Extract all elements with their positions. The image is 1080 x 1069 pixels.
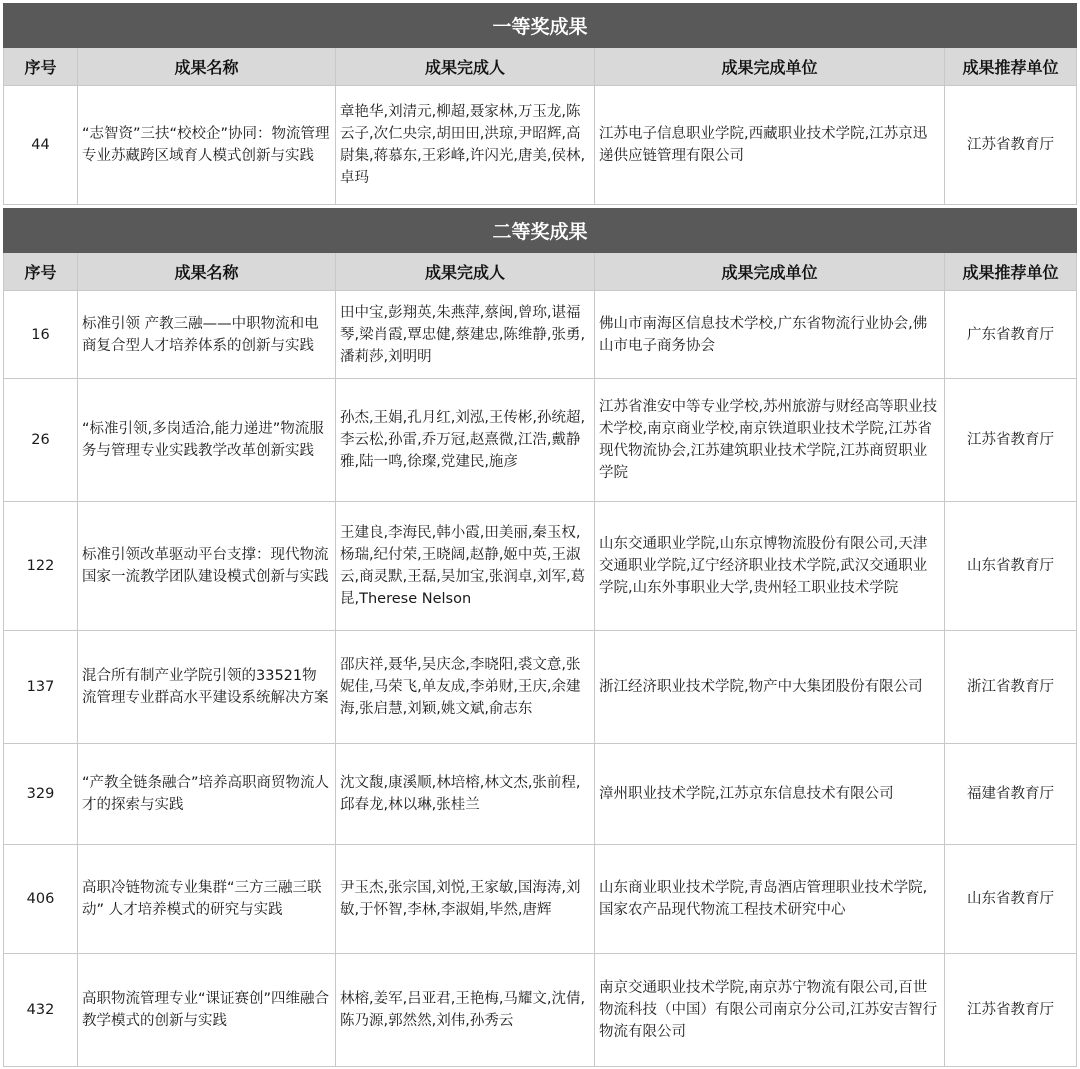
row-recommender: 浙江省教育厅 bbox=[945, 631, 1077, 744]
column-header-row bbox=[4, 253, 1077, 291]
table-row bbox=[4, 86, 1077, 205]
table-row bbox=[4, 744, 1077, 845]
row-no: 432 bbox=[4, 954, 78, 1067]
row-people: 尹玉杰,张宗国,刘悦,王家敏,国海涛,刘敏,于怀智,李林,李淑娟,毕然,唐辉 bbox=[336, 845, 595, 954]
row-people: 章艳华,刘清元,柳超,聂家林,万玉龙,陈云子,次仁央宗,胡田田,洪琼,尹昭辉,高尉集,蒋慕东,王彩峰,许闪光,唐美,侯林,卓玛 bbox=[336, 86, 595, 205]
table-row bbox=[4, 502, 1077, 631]
col-header-people: 成果完成人 bbox=[336, 48, 595, 86]
row-unit: 山东交通职业学院,山东京博物流股份有限公司,天津交通职业学院,辽宁经济职业技术学院,武汉交通职业学院,山东外事职业大学,贵州轻工职业技术学院 bbox=[595, 502, 945, 631]
row-unit: 漳州职业技术学院,江苏京东信息技术有限公司 bbox=[595, 744, 945, 845]
row-people: 林榕,姜军,吕亚君,王艳梅,马耀文,沈倩,陈乃源,郭然然,刘伟,孙秀云 bbox=[336, 954, 595, 1067]
col-header-recommender: 成果推荐单位 bbox=[945, 48, 1077, 86]
awards-table-container bbox=[3, 3, 1076, 1067]
row-no: 329 bbox=[4, 744, 78, 845]
row-unit: 江苏电子信息职业学院,西藏职业技术学院,江苏京迅递供应链管理有限公司 bbox=[595, 86, 945, 205]
col-header-name: 成果名称 bbox=[78, 253, 336, 291]
row-name: “志智资”三扶“校校企”协同：物流管理专业苏藏跨区域育人模式创新与实践 bbox=[78, 86, 336, 205]
row-name: 标准引领 产教三融——中职物流和电商复合型人才培养体系的创新与实践 bbox=[78, 291, 336, 379]
section-header-second-prize bbox=[4, 209, 1077, 253]
row-no: 26 bbox=[4, 379, 78, 502]
col-header-unit: 成果完成单位 bbox=[595, 253, 945, 291]
row-unit: 浙江经济职业技术学院,物产中大集团股份有限公司 bbox=[595, 631, 945, 744]
row-recommender: 山东省教育厅 bbox=[945, 845, 1077, 954]
table-row bbox=[4, 954, 1077, 1067]
col-header-people: 成果完成人 bbox=[336, 253, 595, 291]
table-row bbox=[4, 379, 1077, 502]
row-recommender: 江苏省教育厅 bbox=[945, 86, 1077, 205]
section-header-first-prize bbox=[4, 4, 1077, 48]
table-row bbox=[4, 291, 1077, 379]
col-header-recommender: 成果推荐单位 bbox=[945, 253, 1077, 291]
row-recommender: 江苏省教育厅 bbox=[945, 954, 1077, 1067]
section-title: 一等奖成果 bbox=[4, 4, 1077, 48]
row-unit: 南京交通职业技术学院,南京苏宁物流有限公司,百世物流科技（中国）有限公司南京分公司,江苏安吉智行物流有限公司 bbox=[595, 954, 945, 1067]
col-header-no: 序号 bbox=[4, 48, 78, 86]
row-no: 122 bbox=[4, 502, 78, 631]
column-header-row bbox=[4, 48, 1077, 86]
col-header-unit: 成果完成单位 bbox=[595, 48, 945, 86]
table-row bbox=[4, 631, 1077, 744]
row-no: 16 bbox=[4, 291, 78, 379]
row-name: “标准引领,多岗适洽,能力递进”物流服务与管理专业实践教学改革创新实践 bbox=[78, 379, 336, 502]
row-unit: 山东商业职业技术学院,青岛酒店管理职业技术学院,国家农产品现代物流工程技术研究中心 bbox=[595, 845, 945, 954]
row-recommender: 福建省教育厅 bbox=[945, 744, 1077, 845]
row-people: 沈文馥,康溪顺,林培榕,林文杰,张前程,邱春龙,林以琳,张桂兰 bbox=[336, 744, 595, 845]
row-name: 高职物流管理专业“课证赛创”四维融合教学模式的创新与实践 bbox=[78, 954, 336, 1067]
row-people: 邵庆祥,聂华,吴庆念,李晓阳,裘文意,张妮佳,马荣飞,单友成,李弟财,王庆,余建海,张启慧,刘颖,姚文斌,俞志东 bbox=[336, 631, 595, 744]
row-name: 混合所有制产业学院引领的33521物流管理专业群高水平建设系统解决方案 bbox=[78, 631, 336, 744]
awards-table bbox=[3, 3, 1077, 1067]
row-name: 标准引领改革驱动平台支撑：现代物流国家一流教学团队建设模式创新与实践 bbox=[78, 502, 336, 631]
row-name: “产教全链条融合”培养高职商贸物流人才的探索与实践 bbox=[78, 744, 336, 845]
row-no: 406 bbox=[4, 845, 78, 954]
row-unit: 江苏省淮安中等专业学校,苏州旅游与财经高等职业技术学校,南京商业学校,南京铁道职业技术学院,江苏省现代物流协会,江苏建筑职业技术学院,江苏商贸职业学院 bbox=[595, 379, 945, 502]
col-header-name: 成果名称 bbox=[78, 48, 336, 86]
row-no: 44 bbox=[4, 86, 78, 205]
table-row bbox=[4, 845, 1077, 954]
row-recommender: 广东省教育厅 bbox=[945, 291, 1077, 379]
row-recommender: 江苏省教育厅 bbox=[945, 379, 1077, 502]
row-unit: 佛山市南海区信息技术学校,广东省物流行业协会,佛山市电子商务协会 bbox=[595, 291, 945, 379]
row-people: 田中宝,彭翔英,朱燕萍,蔡闽,曾珎,谌福琴,梁肖霞,覃忠健,蔡建忠,陈维静,张勇,潘莉莎,刘明明 bbox=[336, 291, 595, 379]
row-people: 孙杰,王娟,孔月红,刘泓,王传彬,孙统超,李云松,孙雷,乔万冠,赵熹微,江浩,戴静雅,陆一鸣,徐璨,党建民,施彦 bbox=[336, 379, 595, 502]
section-title: 二等奖成果 bbox=[4, 209, 1077, 253]
row-recommender: 山东省教育厅 bbox=[945, 502, 1077, 631]
col-header-no: 序号 bbox=[4, 253, 78, 291]
row-name: 高职冷链物流专业集群“三方三融三联动” 人才培养模式的研究与实践 bbox=[78, 845, 336, 954]
row-people: 王建良,李海民,韩小霞,田美丽,秦玉权,杨瑞,纪付荣,王晓阔,赵静,姬中英,王淑云,商灵默,王磊,吴加宝,张润卓,刘军,葛昆,Therese Nelson bbox=[336, 502, 595, 631]
row-no: 137 bbox=[4, 631, 78, 744]
